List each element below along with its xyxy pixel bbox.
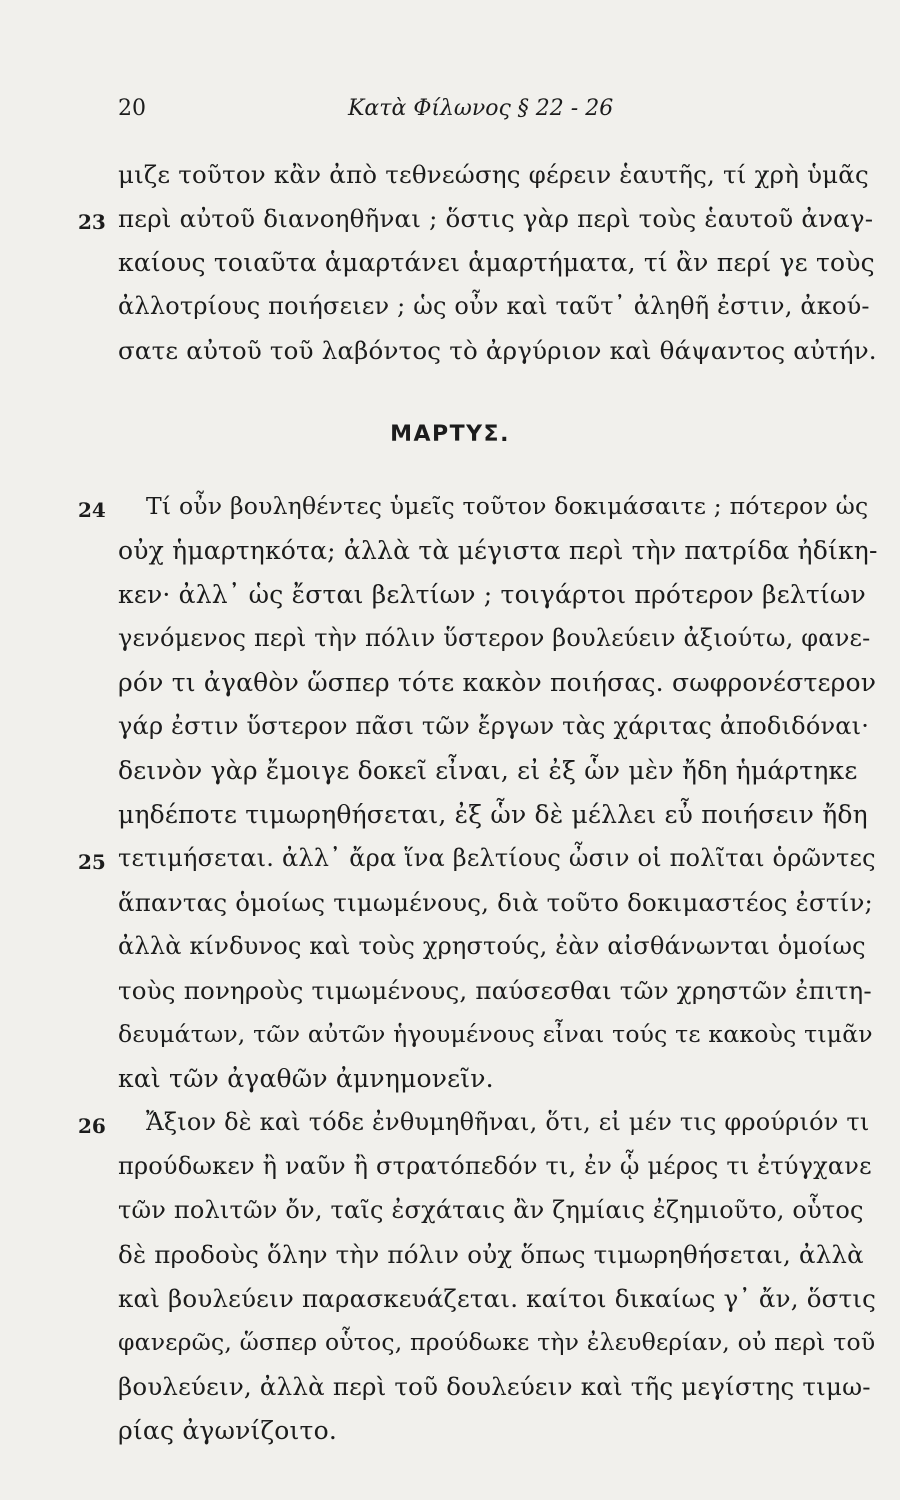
section-heading: ΜΑΡΤΥΣ. — [390, 422, 510, 447]
text-line: δεινὸν γὰρ ἔμοιγε δοκεῖ εἶναι, εἰ ἐξ ὧν μὲν ἤδη ἡμάρτηκε — [118, 756, 858, 785]
section-number: 25 — [78, 850, 106, 874]
text-line: ρόν τι ἀγαθὸν ὥσπερ τότε κακὸν ποιήσας. σωφρονέστερον — [118, 668, 877, 697]
text-line: περὶ αὐτοῦ διανοηθῆναι ; ὅστις γὰρ περὶ τοὺς ἑαυτοῦ ἀναγ- — [118, 204, 874, 233]
text-line: φανερῶς, ὥσπερ οὗτος, προύδωκε τὴν ἐλευθερίαν, οὐ περὶ τοῦ — [118, 1328, 876, 1356]
page-header — [118, 96, 880, 130]
text-line: κεν· ἀλλ᾿ ὡς ἔσται βελτίων ; τοιγάρτοι πρότερον βελτίων — [118, 580, 866, 609]
text-line: ἀλλὰ κίνδυνος καὶ τοὺς χρηστούς, ἐὰν αἰσθάνωνται ὁμοίως — [118, 932, 866, 960]
text-line: σατε αὐτοῦ τοῦ λαβόντος τὸ ἀργύριον καὶ θάψαντος αὐτήν. — [118, 336, 877, 365]
section-number: 23 — [78, 210, 106, 234]
text-line: καὶ βουλεύειν παρασκευάζεται. καίτοι δικαίως γ᾿ ἄν, ὅστις — [118, 1284, 877, 1313]
text-line: Τί οὖν βουληθέντες ὑμεῖς τοῦτον δοκιμάσαιτε ; πότερον ὡς — [146, 492, 869, 520]
page-number: 20 — [118, 96, 146, 121]
text-line: τετιμήσεται. ἀλλ᾿ ἄρα ἵνα βελτίους ὦσιν οἱ πολῖται ὁρῶντες — [118, 844, 876, 872]
text-line: ρίας ἀγωνίζοιτο. — [118, 1416, 337, 1445]
running-title: Κατὰ Φίλωνος § 22 - 26 — [348, 96, 614, 121]
text-line: καὶ τῶν ἀγαθῶν ἀμνημονεῖν. — [118, 1064, 494, 1093]
text-line: τῶν πολιτῶν ὄν, ταῖς ἐσχάταις ἂν ζημίαις ἐζημιοῦτο, οὗτος — [118, 1196, 864, 1224]
text-line: δευμάτων, τῶν αὐτῶν ἡγουμένους εἶναι τούς τε κακοὺς τιμᾶν — [118, 1020, 873, 1048]
text-line: μηδέποτε τιμωρηθήσεται, ἐξ ὧν δὲ μέλλει εὖ ποιήσειν ἤδη — [118, 800, 868, 829]
text-line: βουλεύειν, ἀλλὰ περὶ τοῦ δουλεύειν καὶ τῆς μεγίστης τιμω- — [118, 1372, 871, 1401]
text-line: μιζε τοῦτον κἂν ἀπὸ τεθνεώσης φέρειν ἑαυτῆς, τί χρὴ ὑμᾶς — [118, 160, 869, 189]
text-line: Ἄξιον δὲ καὶ τόδε ἐνθυμηθῆναι, ὅτι, εἰ μέν τις φρούριόν τι — [146, 1108, 870, 1136]
section-number: 24 — [78, 498, 106, 522]
text-line: ἅπαντας ὁμοίως τιμωμένους, διὰ τοῦτο δοκιμαστέος ἐστίν; — [118, 888, 873, 917]
text-line: γάρ ἐστιν ὕστερον πᾶσι τῶν ἔργων τὰς χάριτας ἀποδιδόναι· — [118, 712, 870, 740]
section-number: 26 — [78, 1114, 106, 1138]
text-line: γενόμενος περὶ τὴν πόλιν ὕστερον βουλεύειν ἀξιούτω, φανε- — [118, 624, 871, 652]
text-line: δὲ προδοὺς ὅλην τὴν πόλιν οὐχ ὅπως τιμωρηθήσεται, ἀλλὰ — [118, 1240, 864, 1269]
text-line: τοὺς πονηροὺς τιμωμένους, παύσεσθαι τῶν χρηστῶν ἐπιτη- — [118, 976, 872, 1005]
text-line: οὐχ ἡμαρτηκότα; ἀλλὰ τὰ μέγιστα περὶ τὴν πατρίδα ἠδίκη- — [118, 536, 878, 565]
text-line: ἀλλοτρίους ποιήσειεν ; ὡς οὖν καὶ ταῦτ᾿ ἀληθῆ ἐστιν, ἀκού- — [118, 292, 870, 320]
text-line: καίους τοιαῦτα ἁμαρτάνει ἁμαρτήματα, τί ἂν περί γε τοὺς — [118, 248, 875, 277]
text-line: προύδωκεν ἢ ναῦν ἢ στρατόπεδόν τι, ἐν ᾧ μέρος τι ἐτύγχανε — [118, 1152, 872, 1180]
